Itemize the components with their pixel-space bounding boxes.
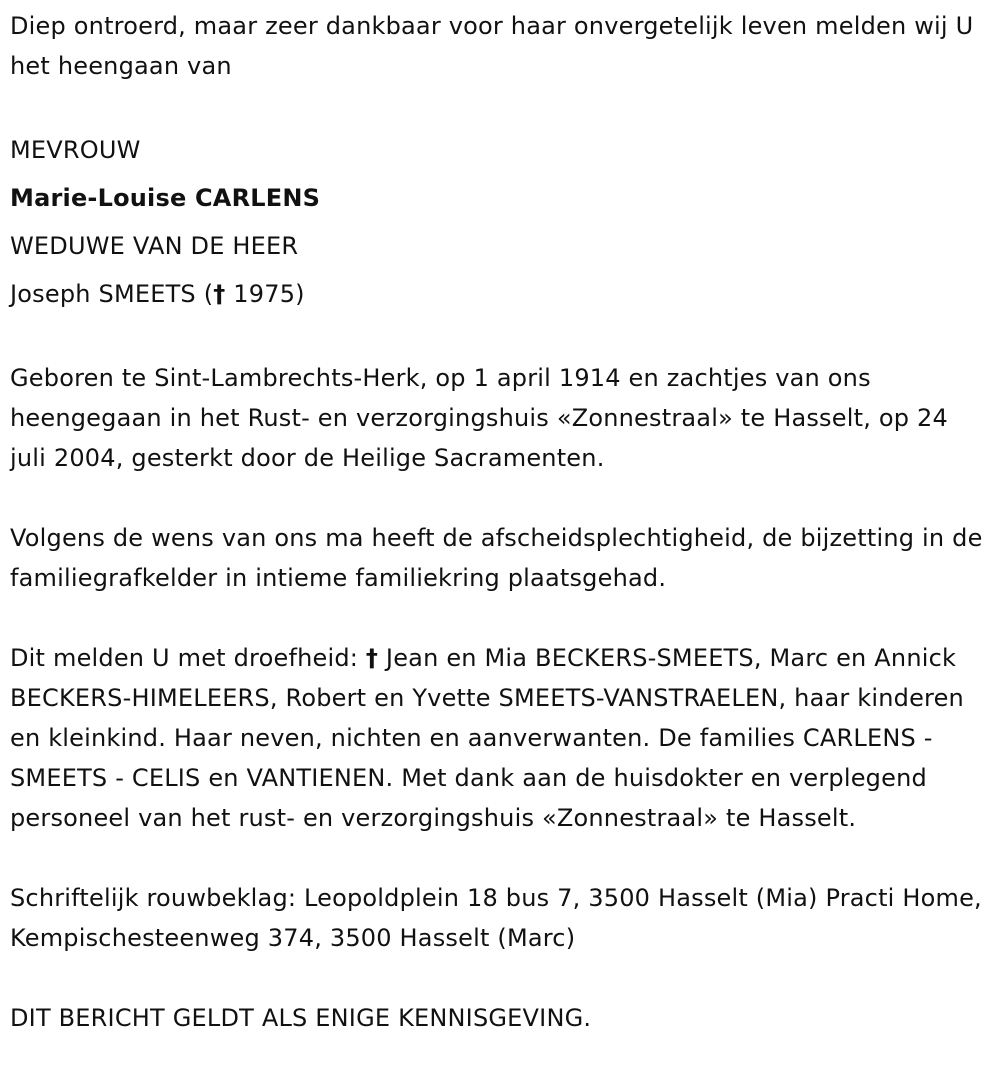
cross-icon: † [365,644,379,672]
spacer [10,478,990,518]
spacer [10,86,990,126]
intro-paragraph: Diep ontroerd, maar zeer dankbaar voor haar onvergetelijk leven melden wij U het heengaan van [10,12,974,80]
condolences-paragraph: Schriftelijk rouwbeklag: Leopoldplein 18 bus 7, 3500 Hasselt (Mia) Practi Home, Kempischesteenweg 374, 3500 Hasselt (Marc) [10,884,982,952]
deceased-block [10,126,990,318]
mourners-text: Jean en Mia BECKERS-SMEETS, Marc en Annick BECKERS-HIMELEERS, Robert en Yvette SMEETS-VANSTRAELEN, haar kinderen en kleinkind. Haar neven, nichten en aanverwanten. De families CARLENS - SMEETS - CELIS en VANTIENEN. Met dank aan de huisdokter en verplegend personeel van het rust- en verzorgingshuis «Zonnestraal» te Hasselt. [10,644,964,832]
spacer [10,318,990,358]
closing-line: DIT BERICHT GELDT ALS ENIGE KENNISGEVING. [10,1004,592,1032]
wish-paragraph: Volgens de wens van ons ma heeft de afscheidsplechtigheid, de bijzetting in de familiegrafkelder in intieme familiekring plaatsgehad. [10,524,983,592]
widow-line: WEDUWE VAN DE HEER [10,232,299,260]
spouse-name: Joseph SMEETS ( [10,280,214,308]
deceased-name: Marie-Louise CARLENS [10,184,321,212]
spacer [10,838,990,878]
mourners-paragraph [10,638,990,838]
spacer [10,958,990,998]
honorific-title: MEVROUW [10,136,141,164]
birth-paragraph: Geboren te Sint-Lambrechts-Herk, op 1 april 1914 en zachtjes van ons heengegaan in het Rust- en verzorgingshuis «Zonnestraal» te Hasselt, op 24 juli 2004, gesterkt door de Heilige Sacramenten. [10,364,948,472]
spacer [10,598,990,638]
spouse-line [10,270,990,318]
spouse-year: 1975) [225,280,305,308]
cross-icon: † [213,280,226,308]
mourners-prefix: Dit melden U met droefheid: [10,644,366,672]
